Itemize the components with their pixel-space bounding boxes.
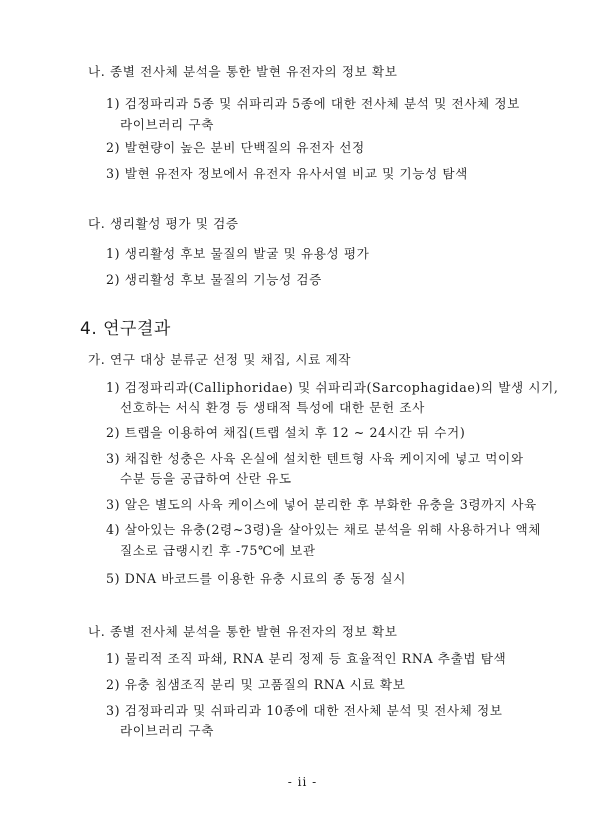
list-item-continuation: 라이브러리 구축	[120, 117, 214, 132]
list-item: 5) DNA 바코드를 이용한 유충 시료의 종 동정 실시	[106, 571, 406, 586]
list-item: 2) 발현량이 높은 분비 단백질의 유전자 선정	[106, 140, 365, 155]
page-number: - ii -	[287, 775, 318, 789]
list-item-continuation: 선호하는 서식 환경 등 생태적 특성에 대한 문헌 조사	[120, 400, 425, 415]
list-item: 1) 생리활성 후보 물질의 발굴 및 유용성 평가	[106, 246, 370, 261]
list-item: 3) 검정파리과 및 쉬파리과 10종에 대한 전사체 분석 및 전사체 정보	[106, 703, 503, 718]
list-item: 2) 유충 침샘조직 분리 및 고품질의 RNA 시료 확보	[106, 677, 406, 692]
list-item: 1) 검정파리과(Calliphoridae) 및 쉬파리과(Sarcophagidae)의 발생 시기,	[106, 380, 559, 395]
list-item: 3) 채집한 성충은 사육 온실에 설치한 텐트형 사육 케이지에 넣고 먹이와	[106, 451, 524, 466]
list-item: 4) 살아있는 유충(2령~3령)을 살아있는 채로 분석을 위해 사용하거나 액체	[106, 522, 542, 537]
list-item: 2) 트랩을 이용하여 채집(트랩 설치 후 12 ~ 24시간 뒤 수거)	[106, 425, 466, 440]
list-item-continuation: 질소로 급랭시킨 후 -75℃에 보관	[120, 543, 316, 558]
list-item: 3) 발현 유전자 정보에서 유전자 유사서열 비교 및 기능성 탐색	[106, 166, 468, 181]
list-item: 1) 검정파리과 5종 및 쉬파리과 5종에 대한 전사체 분석 및 전사체 정보	[106, 96, 520, 111]
list-item: 2) 생리활성 후보 물질의 기능성 검증	[106, 272, 322, 287]
section-title: 4. 연구결과	[80, 319, 171, 339]
list-item-continuation: 라이브러리 구축	[120, 723, 214, 738]
list-item-continuation: 수분 등을 공급하여 산란 유도	[120, 471, 292, 486]
section-heading: 나. 종별 전사체 분석을 통한 발현 유전자의 정보 확보	[88, 64, 398, 79]
section-heading: 다. 생리활성 평가 및 검증	[88, 216, 239, 231]
section-heading: 가. 연구 대상 분류군 선정 및 채집, 시료 제작	[88, 352, 352, 367]
section-heading: 나. 종별 전사체 분석을 통한 발현 유전자의 정보 확보	[88, 624, 398, 639]
list-item: 1) 물리적 조직 파쇄, RNA 분리 정제 등 효율적인 RNA 추출법 탐색	[106, 651, 507, 666]
list-item: 3) 알은 별도의 사육 케이스에 넣어 분리한 후 부화한 유충을 3령까지 사육	[106, 497, 537, 512]
